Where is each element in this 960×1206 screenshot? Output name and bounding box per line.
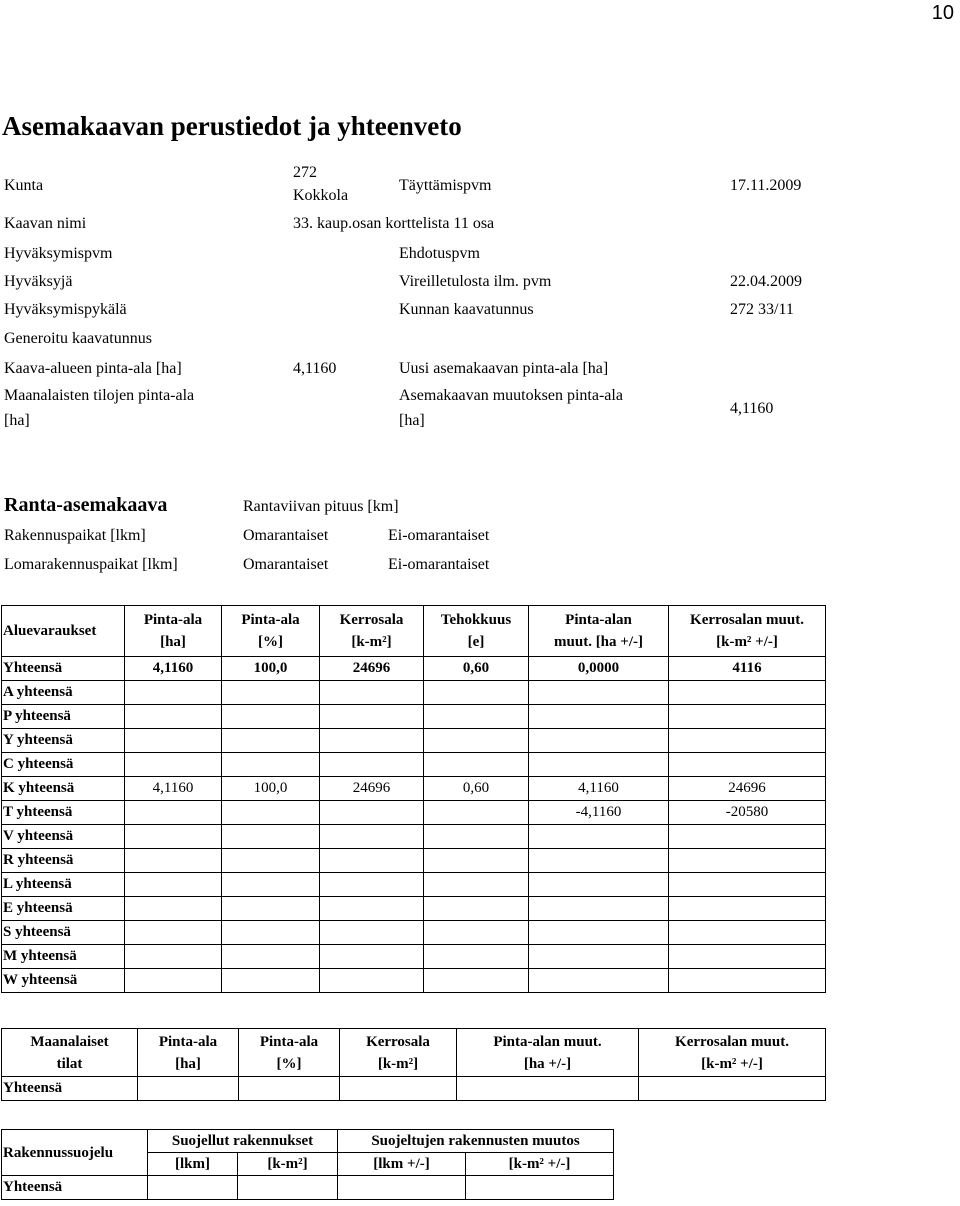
table-cell: 24696 — [669, 777, 826, 801]
table-cell — [639, 1077, 826, 1101]
row-label: W yhteensä — [2, 969, 125, 993]
page-number: 10 — [931, 2, 954, 24]
table-cell — [320, 801, 424, 825]
ei-omarantaiset-1: Ei-omarantaiset — [388, 527, 490, 544]
table-cell — [424, 729, 529, 753]
table-cell — [320, 945, 424, 969]
table-cell — [222, 849, 320, 873]
table-cell — [424, 897, 529, 921]
table-cell — [125, 681, 222, 705]
row-header-rakennussuojelu: Rakennussuojelu — [2, 1130, 148, 1176]
table-row — [2, 801, 826, 825]
row-label: R yhteensä — [2, 849, 125, 873]
row-label: V yhteensä — [2, 825, 125, 849]
table-cell — [529, 897, 669, 921]
table-cell: 0,60 — [424, 657, 529, 681]
muutos-label-1: Asemakaavan muutoksen pinta-ala — [399, 387, 623, 404]
table-cell: 4116 — [669, 657, 826, 681]
table-row — [2, 921, 826, 945]
table-cell — [222, 945, 320, 969]
table-cell — [529, 849, 669, 873]
table-cell — [529, 969, 669, 993]
col-header-kerrosalan-muut: Kerrosalan muut. [k-m² +/-] — [639, 1029, 826, 1077]
table-cell — [125, 729, 222, 753]
table-cell: 4,1160 — [529, 777, 669, 801]
table-cell — [529, 681, 669, 705]
table-cell: 0,0000 — [529, 657, 669, 681]
table-cell: 100,0 — [222, 657, 320, 681]
ehdotuspvm-label: Ehdotuspvm — [399, 245, 480, 262]
table-cell — [529, 753, 669, 777]
table-cell: 100,0 — [222, 777, 320, 801]
table-cell — [424, 801, 529, 825]
kaava-alue-label: Kaava-alueen pinta-ala [ha] — [4, 360, 182, 377]
row-label: M yhteensä — [2, 945, 125, 969]
hyvaksymispvm-label: Hyväksymispvm — [4, 245, 113, 262]
generoitu-label: Generoitu kaavatunnus — [4, 330, 152, 347]
table-cell — [424, 849, 529, 873]
kunta-label: Kunta — [4, 177, 44, 194]
table-cell — [466, 1176, 614, 1200]
omarantaiset-1: Omarantaiset — [243, 527, 329, 544]
table-cell — [424, 825, 529, 849]
page-title: Asemakaavan perustiedot ja yhteenveto — [2, 111, 462, 141]
table-row — [2, 825, 826, 849]
table-row — [2, 897, 826, 921]
table-cell — [320, 873, 424, 897]
table-cell: 4,1160 — [125, 657, 222, 681]
table-cell — [222, 801, 320, 825]
col-group-suojeltujen-muutos: Suojeltujen rakennusten muutos — [338, 1130, 614, 1153]
row-label: A yhteensä — [2, 681, 125, 705]
maanalaiset-header-row — [2, 1029, 826, 1077]
table-cell — [320, 753, 424, 777]
row-label: S yhteensä — [2, 921, 125, 945]
col-header-pinta-alan-muut: Pinta-alan muut. [ha +/-] — [457, 1029, 639, 1077]
table-cell — [138, 1077, 239, 1101]
lomarakennuspaikat-label: Lomarakennuspaikat [lkm] — [4, 556, 178, 573]
ranta-title: Ranta-asemakaava — [4, 494, 168, 516]
row-label: Yhteensä — [2, 1077, 138, 1101]
table-cell — [320, 705, 424, 729]
kaavan-nimi-value: 33. kaup.osan korttelista 11 osa — [293, 215, 495, 232]
row-label: P yhteensä — [2, 705, 125, 729]
table-cell — [125, 849, 222, 873]
maanalaiset-label-1: Maanalaisten tilojen pinta-ala — [4, 387, 195, 404]
tayttamispvm-value: 17.11.2009 — [730, 177, 802, 194]
table-cell — [529, 873, 669, 897]
table-row — [2, 753, 826, 777]
col-header-kerrosala: Kerrosala [k-m²] — [320, 606, 424, 657]
muutos-label-2: [ha] — [399, 412, 425, 429]
table-cell — [669, 825, 826, 849]
table-row — [2, 945, 826, 969]
table-cell — [239, 1077, 340, 1101]
col-header-pinta-ala-pct: Pinta-ala [%] — [239, 1029, 340, 1077]
table-cell — [669, 729, 826, 753]
table-cell: -20580 — [669, 801, 826, 825]
table-cell — [529, 729, 669, 753]
vireilletulo-value: 22.04.2009 — [730, 273, 802, 290]
table-cell — [338, 1176, 466, 1200]
table-cell — [320, 921, 424, 945]
col-header-lkm-change: [lkm +/-] — [338, 1153, 466, 1176]
table-cell — [125, 705, 222, 729]
rakennussuojelu-table — [1, 1129, 614, 1200]
table-cell — [529, 705, 669, 729]
table-cell — [125, 753, 222, 777]
tayttamispvm-label: Täyttämispvm — [399, 177, 492, 194]
table-cell — [424, 705, 529, 729]
uusi-label: Uusi asemakaavan pinta-ala [ha] — [399, 360, 609, 377]
table-cell — [320, 729, 424, 753]
suojelu-group-row — [2, 1130, 614, 1153]
table-cell: -4,1160 — [529, 801, 669, 825]
table-cell — [238, 1176, 338, 1200]
col-header-km2: [k-m²] — [238, 1153, 338, 1176]
table-cell — [669, 681, 826, 705]
rantaviiva-label: Rantaviivan pituus [km] — [243, 498, 399, 515]
table-cell — [222, 873, 320, 897]
table-row — [2, 681, 826, 705]
table-cell — [222, 897, 320, 921]
table-cell — [424, 681, 529, 705]
maanalaiset-table — [1, 1028, 826, 1101]
col-header-km2-change: [k-m² +/-] — [466, 1153, 614, 1176]
table-cell — [424, 945, 529, 969]
kunnan-kaavatunnus-label: Kunnan kaavatunnus — [399, 301, 534, 318]
maanalaiset-label-2: [ha] — [4, 412, 30, 429]
table-cell — [222, 729, 320, 753]
table-cell — [125, 921, 222, 945]
table-cell — [424, 969, 529, 993]
table-cell — [320, 849, 424, 873]
table-row — [2, 777, 826, 801]
table-cell: 0,60 — [424, 777, 529, 801]
table-cell: 4,1160 — [125, 777, 222, 801]
table-row — [2, 705, 826, 729]
rakennuspaikat-label: Rakennuspaikat [lkm] — [4, 527, 146, 544]
table-cell — [222, 681, 320, 705]
kaavan-nimi-label: Kaavan nimi — [4, 215, 87, 232]
kunta-name: Kokkola — [293, 187, 349, 204]
row-label: L yhteensä — [2, 873, 125, 897]
table-cell — [125, 897, 222, 921]
table-cell — [669, 873, 826, 897]
kunnan-kaavatunnus-value: 272 33/11 — [730, 301, 794, 318]
table-cell — [125, 801, 222, 825]
kunta-code: 272 — [293, 164, 317, 181]
table-cell — [669, 705, 826, 729]
col-group-suojellut: Suojellut rakennukset — [148, 1130, 338, 1153]
table-row — [2, 729, 826, 753]
table-row — [2, 1176, 614, 1200]
col-header-lkm: [lkm] — [148, 1153, 238, 1176]
table-row — [2, 849, 826, 873]
table-cell — [222, 825, 320, 849]
vireilletulo-label: Vireilletulosta ilm. pvm — [399, 273, 552, 290]
col-header-pinta-ala-pct: Pinta-ala [%] — [222, 606, 320, 657]
table-cell — [529, 945, 669, 969]
table-cell — [125, 825, 222, 849]
table-cell — [529, 825, 669, 849]
col-header-kerrosalan-muut: Kerrosalan muut. [k-m² +/-] — [669, 606, 826, 657]
table-cell — [320, 897, 424, 921]
table-cell — [125, 945, 222, 969]
table-cell: 24696 — [320, 777, 424, 801]
col-header-maanalaiset-tilat: Maanalaiset tilat — [2, 1029, 138, 1077]
table-cell — [222, 753, 320, 777]
table-row — [2, 657, 826, 681]
table-cell — [320, 825, 424, 849]
aluevaraukset-header-row — [2, 606, 826, 657]
table-cell — [669, 969, 826, 993]
kaava-alue-value: 4,1160 — [293, 360, 337, 377]
col-header-pinta-ala-ha: Pinta-ala [ha] — [138, 1029, 239, 1077]
row-label: Y yhteensä — [2, 729, 125, 753]
muutos-value: 4,1160 — [730, 400, 774, 417]
col-header-pinta-alan-muut: Pinta-alan muut. [ha +/-] — [529, 606, 669, 657]
table-cell — [340, 1077, 457, 1101]
ei-omarantaiset-2: Ei-omarantaiset — [388, 556, 490, 573]
row-label: E yhteensä — [2, 897, 125, 921]
table-cell — [125, 969, 222, 993]
aluevaraukset-table — [1, 605, 826, 993]
hyvaksyja-label: Hyväksyjä — [4, 273, 73, 290]
col-header-tehokkuus: Tehokkuus [e] — [424, 606, 529, 657]
row-label: T yhteensä — [2, 801, 125, 825]
table-cell — [669, 849, 826, 873]
table-cell — [320, 969, 424, 993]
col-header-kerrosala: Kerrosala [k-m²] — [340, 1029, 457, 1077]
table-cell — [669, 945, 826, 969]
table-row — [2, 969, 826, 993]
table-cell: 24696 — [320, 657, 424, 681]
table-cell — [529, 921, 669, 945]
table-row — [2, 873, 826, 897]
row-label: C yhteensä — [2, 753, 125, 777]
table-cell — [125, 873, 222, 897]
hyvaksymispykala-label: Hyväksymispykälä — [4, 301, 127, 318]
table-cell — [320, 681, 424, 705]
table-cell — [222, 705, 320, 729]
row-label: K yhteensä — [2, 777, 125, 801]
table-cell — [148, 1176, 238, 1200]
omarantaiset-2: Omarantaiset — [243, 556, 329, 573]
row-label: Yhteensä — [2, 1176, 148, 1200]
table-cell — [669, 753, 826, 777]
col-header-aluevaraukset: Aluevaraukset — [2, 606, 125, 657]
table-cell — [222, 969, 320, 993]
table-cell — [424, 921, 529, 945]
table-cell — [669, 921, 826, 945]
table-cell — [457, 1077, 639, 1101]
table-cell — [669, 897, 826, 921]
table-cell — [424, 873, 529, 897]
col-header-pinta-ala-ha: Pinta-ala [ha] — [125, 606, 222, 657]
table-row — [2, 1077, 826, 1101]
table-cell — [222, 921, 320, 945]
table-cell — [424, 753, 529, 777]
row-label: Yhteensä — [2, 657, 125, 681]
